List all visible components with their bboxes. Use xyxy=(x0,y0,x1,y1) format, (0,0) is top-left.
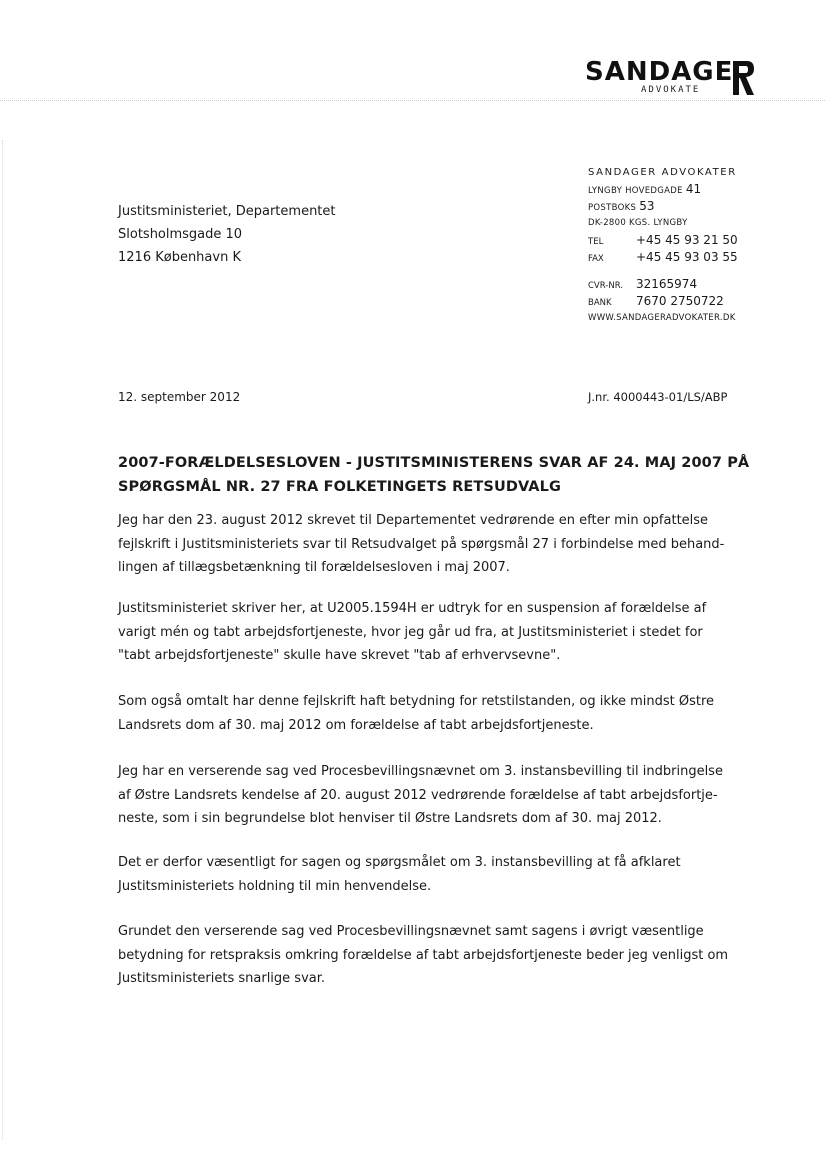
paragraph-line: lingen af tillægsbetænkning til forældelsesloven i maj 2007. xyxy=(118,560,510,575)
firm-fax: FAX +45 45 93 03 55 xyxy=(588,250,738,264)
paragraph-line: Som også omtalt har denne fejlskrift haft betydning for retstilstanden, og ikke mindst Østre xyxy=(118,694,715,709)
firm-website: WWW.SANDAGERADVOKATER.DK xyxy=(588,313,736,323)
paragraph-line: "tabt arbejdsfortjeneste" skulle have skrevet "tab af erhvervsevne". xyxy=(118,648,561,663)
paragraph-line: Grundet den verserende sag ved Procesbevillingsnævnet samt sagens i øvrigt væsentlige xyxy=(118,924,704,939)
recipient-line: 1216 København K xyxy=(118,250,241,265)
paragraph xyxy=(118,597,707,668)
paragraph-line: Det er derfor væsentligt for sagen og spørgsmålet om 3. instansbevilling at få afklaret xyxy=(118,855,681,870)
paragraph-line: neste, som i sin begrundelse blot henviser til Østre Landsrets dom af 30. maj 2012. xyxy=(118,811,662,826)
firm-cvr: CVR-NR. 32165974 xyxy=(588,277,698,291)
paragraph-line: fejlskrift i Justitsministeriets svar til Retsudvalget på spørgsmål 27 i forbindelse med behand- xyxy=(118,536,725,552)
firm-street: LYNGBY HOVEDGADE 41 xyxy=(588,182,702,196)
paragraph-line: Justitsministeriets snarlige svar. xyxy=(118,971,326,986)
paragraph xyxy=(118,760,723,831)
firm-info xyxy=(588,164,738,327)
paragraph xyxy=(118,690,715,737)
firm-postbox: POSTBOKS 53 xyxy=(588,199,655,213)
firm-city: DK-2800 KGS. LYNGBY xyxy=(588,218,688,228)
paragraph-line: betydning for retspraksis omkring forældelse af tabt arbejdsfortjeneste beder jeg venligst om xyxy=(118,947,729,963)
firm-bank: BANK 7670 2750722 xyxy=(588,294,724,308)
logo-wordmark: SANDAGE xyxy=(585,57,734,87)
letter-subject xyxy=(118,451,750,499)
firm-tel: TEL +45 45 93 21 50 xyxy=(588,233,738,247)
paragraph xyxy=(118,509,725,580)
recipient-line: Slotsholmsgade 10 xyxy=(118,227,243,242)
paragraph xyxy=(118,920,729,991)
paragraph-line: Jeg har en verserende sag ved Procesbevillingsnævnet om 3. instansbevilling til indbringelse xyxy=(118,764,723,779)
paragraph xyxy=(118,851,704,898)
recipient-line: Justitsministeriet, Departementet xyxy=(118,204,336,219)
header-divider xyxy=(0,100,825,101)
scan-edge xyxy=(2,140,3,1140)
firm-logo xyxy=(585,55,760,100)
paragraph-line: varigt mén og tabt arbejdsfortjeneste, hvor jeg går ud fra, at Justitsministeriet i stedet for xyxy=(118,624,703,640)
logo-r-mark-icon xyxy=(731,59,755,97)
subject-line: SPØRGSMÅL NR. 27 FRA FOLKETINGETS RETSUDVALG xyxy=(118,479,561,495)
recipient-address xyxy=(118,200,336,269)
case-reference: J.nr. 4000443-01/LS/ABP xyxy=(588,390,728,404)
paragraph-line: af Østre Landsrets kendelse af 20. august 2012 vedrørende forældelse af tabt arbejdsfortje- xyxy=(118,787,718,803)
paragraph-line: Landsrets dom af 30. maj 2012 om forældelse af tabt arbejdsfortjeneste. xyxy=(118,717,594,733)
firm-name: SANDAGER ADVOKATER xyxy=(588,167,737,178)
paragraph-line: Jeg har den 23. august 2012 skrevet til Departementet vedrørende en efter min opfattelse xyxy=(118,513,709,528)
paragraph-line: Justitsministeriets holdning til min henvendelse. xyxy=(118,878,432,894)
subject-line: 2007-FORÆLDELSESLOVEN - JUSTITSMINISTERENS SVAR AF 24. MAJ 2007 PÅ xyxy=(118,455,750,471)
letter-date: 12. september 2012 xyxy=(118,390,241,404)
logo-subtitle: ADVOKATE xyxy=(641,85,701,95)
paragraph-line: Justitsministeriet skriver her, at U2005.1594H er udtryk for en suspension af forældelse af xyxy=(118,601,707,616)
